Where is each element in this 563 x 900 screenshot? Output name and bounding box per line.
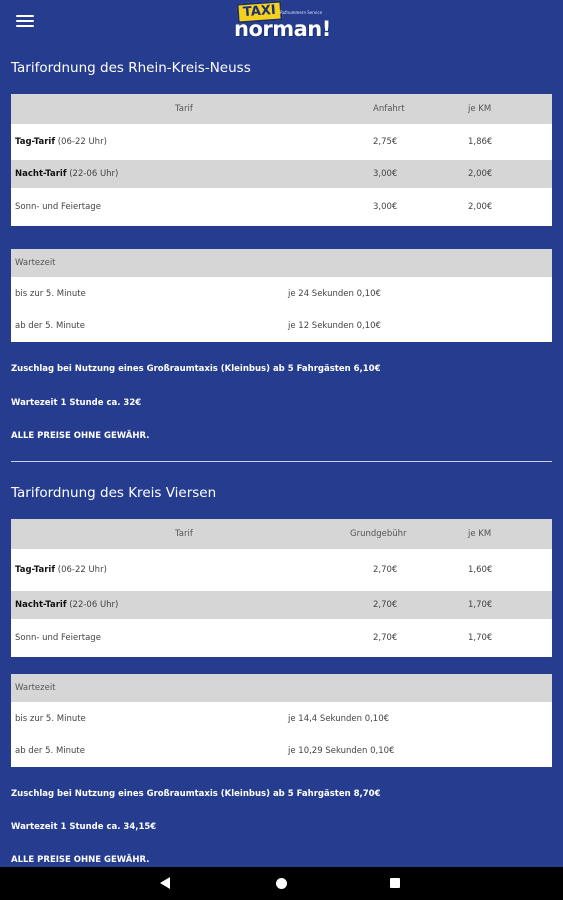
tariff-table-viersen: [11, 519, 552, 657]
tariff-base: 2,70€: [373, 600, 398, 610]
section-title-kreis-viersen: Tarifordnung des Kreis Viersen: [11, 485, 217, 501]
tariff-per-km: 1,60€: [468, 565, 493, 575]
wait-value: je 14,4 Sekunden 0,10€: [288, 713, 390, 724]
wait-value: je 12 Sekunden 0,10€: [288, 321, 381, 331]
table-row: [11, 702, 552, 735]
app-bar: [0, 0, 563, 48]
surcharge-note: Zuschlag bei Nutzung eines Großraumtaxis (Kleinbus) ab 5 Fahrgästen 8,70€: [11, 789, 381, 799]
table-row: [11, 549, 552, 591]
tariff-base: 3,00€: [373, 202, 398, 212]
wait-label: ab der 5. Minute: [15, 321, 85, 331]
table-header-row: [11, 94, 552, 124]
tariff-base: 2,75€: [373, 137, 398, 147]
header-grundgebuehr: Grundgebühr: [350, 529, 407, 539]
table-row: [11, 735, 552, 767]
logo-wordmark: norman!: [234, 17, 331, 41]
hamburger-menu-icon[interactable]: [16, 15, 34, 31]
table-row: [11, 160, 552, 188]
tariff-base: 3,00€: [373, 169, 398, 179]
tariff-name: [15, 202, 101, 212]
header-je-km: je KM: [468, 104, 492, 114]
table-row: [11, 124, 552, 160]
logo-subtitle: Rufnummern Service: [280, 10, 323, 15]
wait-header: Wartezeit: [15, 258, 56, 268]
tariff-name: [15, 137, 107, 147]
system-navigation-bar: [0, 867, 563, 900]
tariff-per-km: 1,70€: [468, 633, 493, 643]
wait-label: ab der 5. Minute: [15, 746, 85, 756]
tariff-name-rest: (06-22 Uhr): [55, 565, 107, 575]
waiting-hour-note: Wartezeit 1 Stunde ca. 34,15€: [11, 822, 157, 832]
tariff-name-rest: (22-06 Uhr): [66, 169, 119, 179]
tariff-name-rest: Sonn- und Feiertage: [15, 202, 101, 212]
logo-taxi-badge: TAXI: [236, 0, 282, 23]
wait-value: je 10,29 Sekunden 0,10€: [288, 746, 395, 756]
section-title-rhein-kreis-neuss: Tarifordnung des Rhein-Kreis-Neuss: [11, 60, 251, 76]
wait-header-row: [11, 249, 552, 277]
tariff-name-rest: (06-22 Uhr): [55, 137, 107, 147]
table-row: [11, 310, 552, 342]
surcharge-note: Zuschlag bei Nutzung eines Großraumtaxis (Kleinbus) ab 5 Fahrgästen 6,10€: [11, 364, 381, 374]
tariff-name: [15, 169, 118, 179]
tariff-name: [15, 600, 118, 610]
tariff-per-km: 1,86€: [468, 137, 493, 147]
wait-label: bis zur 5. Minute: [15, 713, 86, 724]
disclaimer-note: ALLE PREISE OHNE GEWÄHR.: [11, 431, 150, 441]
tariff-name-bold: Tag-Tarif: [15, 137, 56, 147]
taxi-norman-logo[interactable]: [234, 2, 332, 46]
recents-square-icon[interactable]: [390, 878, 400, 888]
tariff-base: 2,70€: [373, 565, 398, 575]
tariff-name-bold: Nacht-Tarif: [15, 600, 67, 610]
wait-header: Wartezeit: [15, 683, 56, 693]
wait-header-row: [11, 674, 552, 702]
tariff-name-rest: (22-06 Uhr): [66, 600, 119, 610]
home-circle-icon[interactable]: [276, 878, 287, 889]
tariff-per-km: 1,70€: [468, 600, 493, 610]
section-divider: [11, 461, 552, 462]
tariff-name-bold: Tag-Tarif: [15, 565, 56, 575]
wait-label: bis zur 5. Minute: [15, 288, 86, 299]
waiting-hour-note: Wartezeit 1 Stunde ca. 32€: [11, 398, 142, 408]
back-triangle-icon[interactable]: [160, 877, 170, 889]
tariff-table-neuss: [11, 94, 552, 226]
header-anfahrt: Anfahrt: [373, 104, 405, 114]
table-row: [11, 591, 552, 619]
disclaimer-note: ALLE PREISE OHNE GEWÄHR.: [11, 855, 150, 865]
table-row: [11, 619, 552, 657]
tariff-name-bold: Nacht-Tarif: [15, 169, 67, 179]
wait-value: je 24 Sekunden 0,10€: [288, 288, 381, 299]
header-je-km: je KM: [468, 529, 492, 539]
header-tarif: Tarif: [175, 104, 193, 114]
tariff-per-km: 2,00€: [468, 202, 493, 212]
tariff-name-rest: Sonn- und Feiertage: [15, 633, 101, 643]
table-row: [11, 188, 552, 226]
tariff-name: [15, 633, 101, 643]
wait-table-viersen: [11, 674, 552, 767]
wait-table-neuss: [11, 249, 552, 342]
header-tarif: Tarif: [175, 529, 193, 539]
tariff-per-km: 2,00€: [468, 169, 493, 179]
table-header-row: [11, 519, 552, 549]
tariff-name: [15, 565, 107, 575]
table-row: [11, 277, 552, 310]
tariff-base: 2,70€: [373, 633, 398, 643]
